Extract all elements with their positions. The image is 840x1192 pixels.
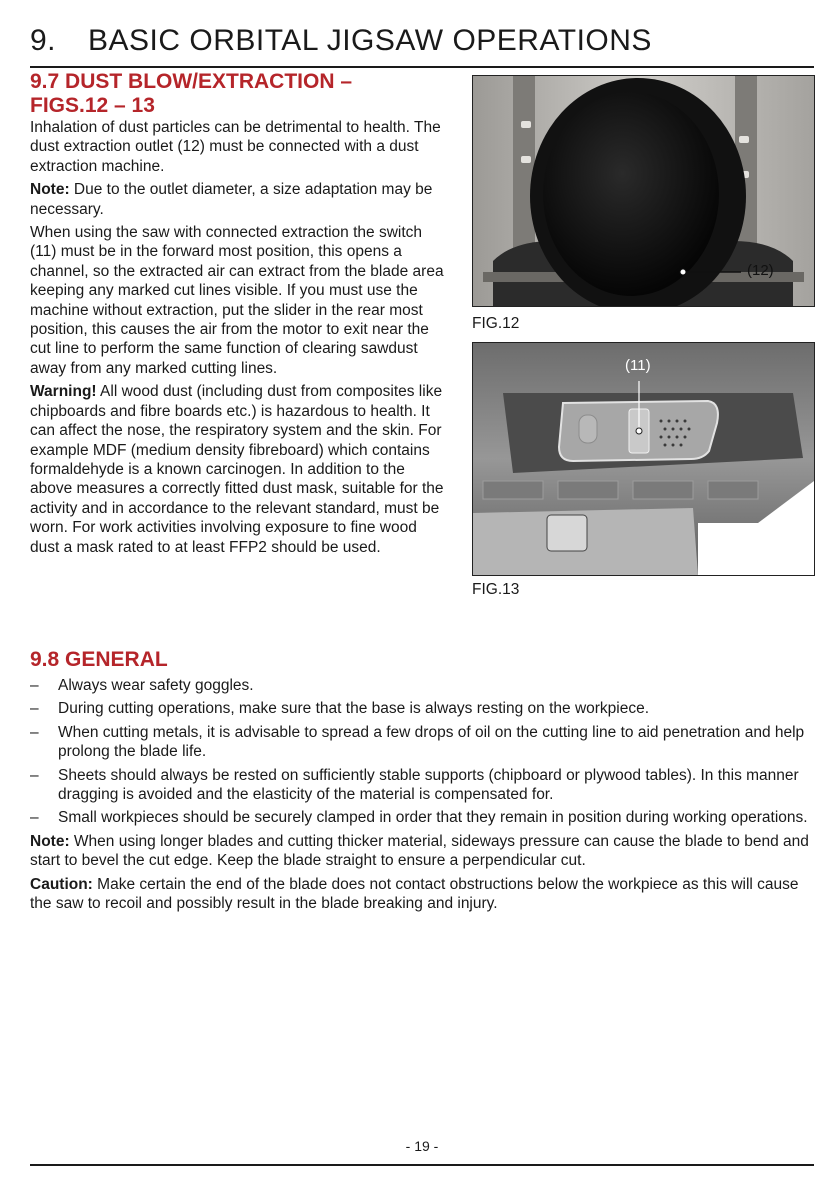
section-heading-general: 9.8 GENERAL bbox=[30, 648, 168, 671]
note-label: Note: bbox=[30, 181, 70, 199]
list-item bbox=[30, 808, 810, 827]
page-header bbox=[30, 22, 814, 68]
dust-intro-paragraph: Inhalation of dust particles can be detrimental to health. The dust extraction outlet (12) must be connected with a dust extraction machine. bbox=[30, 119, 441, 175]
outlet-note-paragraph bbox=[30, 180, 450, 219]
list-item-text: When cutting metals, it is advisable to spread a few drops of oil on the cutting line to aid penetration and help prolong the blade life. bbox=[58, 723, 805, 761]
list-item bbox=[30, 766, 810, 805]
chapter-title: BASIC ORBITAL JIGSAW OPERATIONS bbox=[88, 24, 652, 57]
page-number: - 19 - bbox=[405, 1138, 439, 1154]
figure-13-caption: FIG.13 bbox=[472, 581, 520, 598]
bullet-dash: – bbox=[30, 723, 39, 741]
caution-label: Caution: bbox=[30, 875, 93, 893]
warning-label: Warning! bbox=[30, 383, 97, 401]
note-label: Note: bbox=[30, 832, 70, 850]
general-bullet-list bbox=[30, 676, 810, 828]
page-footer bbox=[30, 1138, 814, 1166]
callout-label-11: (11) bbox=[625, 357, 651, 374]
section-heading-line-1: 9.7 DUST BLOW/EXTRACTION – bbox=[30, 70, 353, 93]
list-item-text: During cutting operations, make sure that the base is always resting on the workpiece. bbox=[58, 700, 650, 718]
list-item bbox=[30, 723, 810, 762]
bullet-dash: – bbox=[30, 677, 39, 694]
section-dust-extraction bbox=[30, 70, 450, 557]
bullet-dash: – bbox=[30, 766, 39, 784]
figure-12-photo bbox=[472, 75, 815, 307]
list-item-text: Always wear safety goggles. bbox=[58, 677, 254, 694]
list-item bbox=[30, 699, 810, 718]
switch-paragraph: When using the saw with connected extraction the switch (11) must be in the forward most position, this opens a channel, so the extracted air can extract from the blade area keeping any marked cut lines visible. If you must use the machine without extraction, put the slider in the rear most position, this causes the air from the motor to exit near the cut line to perform the same function of clearing sawdust away from any marked cutting lines. bbox=[30, 224, 444, 377]
caution-paragraph bbox=[30, 875, 810, 914]
section-general bbox=[30, 648, 810, 913]
section-heading-line-2: FIGS.12 – 13 bbox=[30, 94, 155, 117]
list-item bbox=[30, 676, 810, 695]
section-heading-dust-extraction bbox=[30, 70, 450, 118]
figure-13-photo bbox=[472, 342, 815, 576]
bullet-dash: – bbox=[30, 700, 39, 718]
chapter-number: 9. bbox=[30, 24, 57, 57]
note-text: When using longer blades and cutting thicker material, sideways pressure can cause the blade to bend and start to bevel the cut edge. Keep the blade straight to ensure a perpendicular cut. bbox=[30, 832, 809, 870]
figure-12-caption: FIG.12 bbox=[472, 315, 520, 332]
note-text: Due to the outlet diameter, a size adaptation may be necessary. bbox=[30, 181, 433, 218]
callout-label-12: (12) bbox=[747, 262, 774, 279]
warning-text: All wood dust (including dust from composites like chipboards and fibre boards etc.) is hazardous to health. It can affect the nose, the respiratory system and the skin. For example MDF (medium density fibreboard) which contains formaldehyde is a known carcinogen. In addition to the above measures a correctly fitted dust mask, suitable for the activity and in accordance to the relevant standard, must be worn. For work activities involving exposure to fine wood dust a mask rated to at least FFP2 should be used. bbox=[30, 383, 444, 556]
bullet-dash: – bbox=[30, 809, 39, 827]
list-item-text: Small workpieces should be securely clamped in order that they remain in position during working operations. bbox=[58, 809, 808, 827]
caution-text: Make certain the end of the blade does not contact obstructions below the workpiece as this will cause the saw to recoil and possibly result in the blade breaking and injury. bbox=[30, 875, 799, 913]
list-item-text: Sheets should always be rested on sufficiently stable supports (chipboard or plywood tables). In this manner dragging is avoided and the elasticity of the material is compensated for. bbox=[58, 766, 799, 804]
dust-warning-paragraph bbox=[30, 382, 450, 557]
blade-note-paragraph bbox=[30, 832, 810, 871]
extraction-switch-illustration bbox=[473, 343, 814, 575]
